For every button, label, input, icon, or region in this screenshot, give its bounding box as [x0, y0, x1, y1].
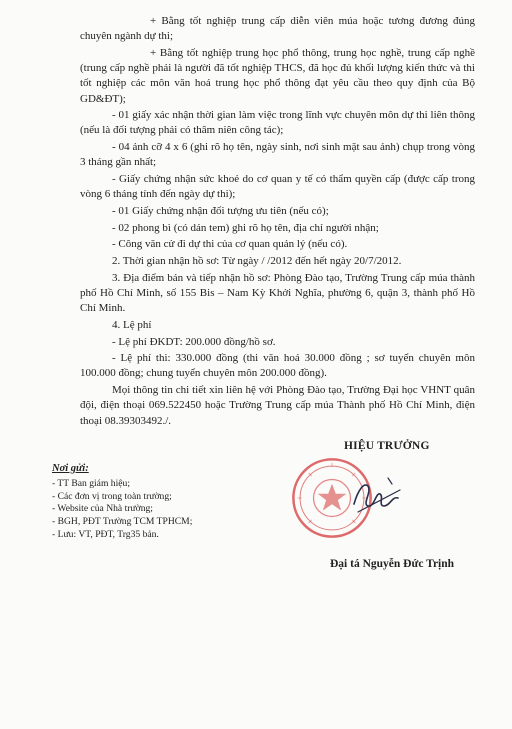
requirement-item: - 04 ảnh cỡ 4 x 6 (ghi rõ họ tên, ngày sinh, nơi sinh mặt sau ảnh) chụp trong vòng 3 tháng gần nhất; [80, 141, 475, 169]
signature-block [290, 440, 490, 580]
recipient-item: - TT Ban giám hiệu; [52, 477, 130, 489]
fees-heading: 4. Lệ phí [112, 318, 152, 331]
submission-period: 2. Thời gian nhận hồ sơ: Từ ngày / /2012 đến hết ngày 20/7/2012. [112, 255, 402, 268]
contact-info: Mọi thông tin chi tiết xin liên hệ với Phòng Đào tạo, Trường Đại học VHNT quân đội, điện thoại 069.522450 hoặc Trường Trung cấp múa Thành phố Hồ Chí Minh, điện thoại 08.39303492./. [80, 384, 475, 427]
requirement-item: + Bằng tốt nghiệp trung cấp diễn viên múa hoặc tương đương đúng chuyên ngành dự thi; [80, 15, 475, 43]
submission-location: 3. Địa điểm bán và tiếp nhận hồ sơ: Phòng Đào tạo, Trường Trung cấp múa thành phố Hồ Chí Minh, số 155 Bis – Nam Kỳ Khởi Nghĩa, phường 6, quận 3, thành phố Hồ Chí Minh. [80, 271, 475, 315]
signer-name: Đại tá Nguyễn Đức Trịnh [330, 558, 455, 570]
recipient-item: - BGH, PĐT Trường TCM TPHCM; [52, 516, 193, 528]
requirement-item: - Công văn cử đi dự thi của cơ quan quản lý (nếu có). [112, 238, 348, 251]
requirement-item: - 01 Giấy chứng nhận đối tượng ưu tiên (nếu có); [112, 204, 329, 217]
signer-title: HIỆU TRƯỞNG [344, 440, 430, 452]
recipient-item: - Các đơn vị trong toàn trường; [52, 490, 172, 502]
document-body [80, 14, 475, 430]
requirement-item: - Giấy chứng nhận sức khoẻ do cơ quan y tế có thẩm quyền cấp (được cấp trong vòng 6 tháng tính đến ngày dự thi); [80, 173, 475, 201]
recipients-block [52, 463, 252, 542]
exam-fee: - Lệ phí thi: 330.000 đồng (thi văn hoá 30.000 đồng ; sơ tuyển chuyên môn 100.000 đồng; chung tuyển chuyên môn 200.000 đồng). [80, 352, 475, 380]
requirement-item: - 01 giấy xác nhận thời gian làm việc trong lĩnh vực chuyên môn dự thi liên thông (nếu là đối tượng phải có thâm niên công tác); [80, 109, 475, 137]
handwritten-signature-icon [348, 470, 408, 520]
recipient-item: - Website của Nhà trường; [52, 503, 153, 515]
registration-fee: - Lệ phí ĐKDT: 200.000 đồng/hồ sơ. [112, 335, 276, 348]
recipients-title: Nơi gửi: [52, 463, 89, 474]
requirement-item: + Bằng tốt nghiệp trung học phổ thông, trung học nghề, trung cấp nghề (trung cấp nghề phải là người đã tốt nghiệp THCS, đã học đủ khối lượng kiến thức và thi tốt nghiệp các môn văn hoá trung học phổ thông đạt yêu cầu theo quy định của Bộ GD&ĐT); [80, 46, 475, 105]
recipient-item: - Lưu: VT, PĐT, Trg35 bản. [52, 528, 159, 540]
requirement-item: - 02 phong bì (có dán tem) ghi rõ họ tên, địa chỉ người nhận; [112, 221, 379, 234]
